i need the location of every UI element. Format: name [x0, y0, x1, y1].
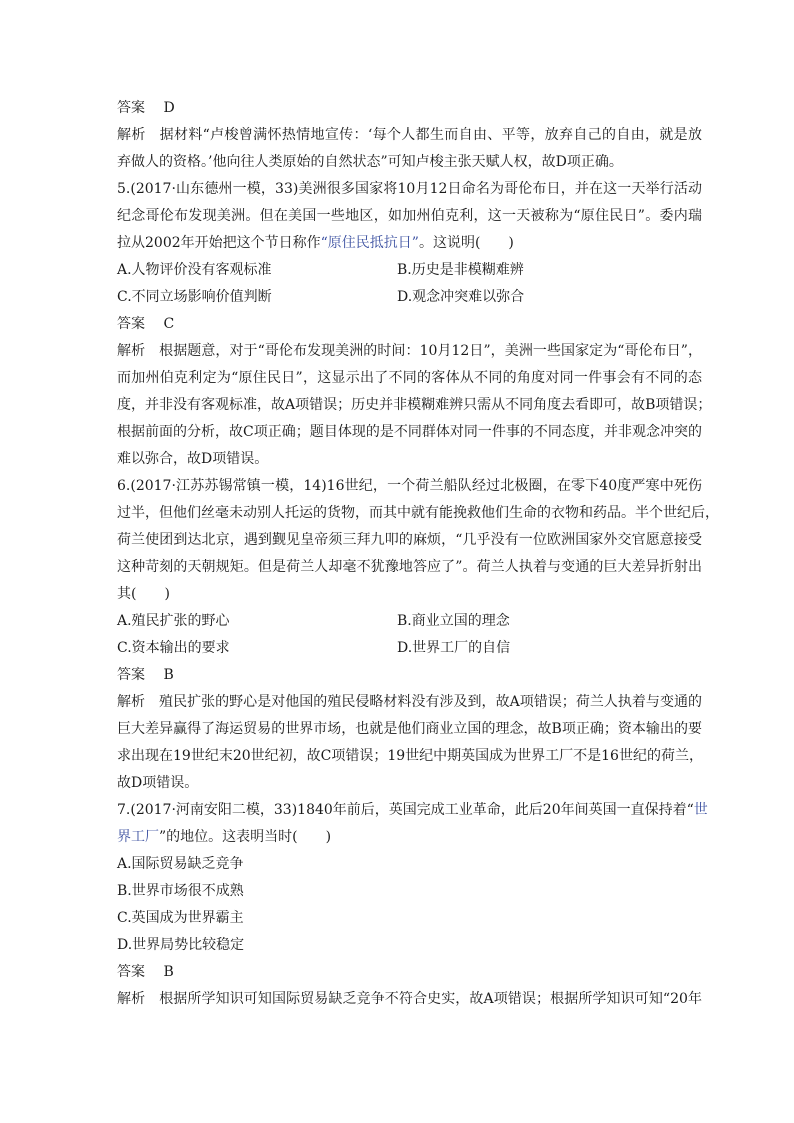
option-c: C.英国成为世界霸主 [117, 910, 244, 926]
option-b: B.世界市场很不成熟 [117, 883, 244, 899]
q7-analysis-line [117, 986, 702, 1013]
q5-options-row [117, 284, 702, 311]
q7-answer [117, 959, 702, 986]
answer-value: C [163, 316, 175, 332]
stem-text: 。这说明( ) [418, 235, 514, 251]
q6-analysis-line: 故D项错误。 [117, 775, 199, 791]
option-b: B.历史是非模糊难辨 [397, 262, 524, 278]
q5-options-row [117, 257, 702, 284]
q5-analysis-line: 而加州伯克利定为“原住民日”，这显示出了不同的客体从不同的角度对同一件事会有不同的态 [117, 370, 702, 386]
analysis-label: 解析 [117, 127, 146, 143]
stem-highlight: 界工厂 [117, 829, 159, 845]
stem-text: 7.(2017·河南安阳二模，33)1840年前后，英国完成工业革命，此后20年间英国一直保持着“ [117, 802, 694, 818]
q4-answer [117, 95, 702, 122]
q5-analysis-line [117, 338, 702, 365]
analysis-text: 殖民扩张的野心是对他国的殖民侵略材料没有涉及到，故A项错误；荷兰人执着与变通的 [159, 694, 703, 710]
q6-analysis-line: 巨大差异赢得了海运贸易的世界市场，也就是他们商业立国的理念，故B项正确；资本输出的要 [117, 721, 702, 737]
option-a: A.人物评价没有客观标准 [117, 262, 272, 278]
answer-label: 答案 [117, 316, 145, 332]
q5-answer [117, 311, 702, 338]
analysis-text: 根据题意，对于“哥伦布发现美洲的时间：10月12日”，美洲一些国家定为“哥伦布日”， [159, 343, 702, 359]
q6-stem-line: 过半，但他们丝毫未动别人托运的货物，而其中就有能挽救他们生命的衣物和药品。半个世纪后， [117, 505, 719, 521]
q5-analysis-line: 度，并非没有客观标准，故A项错误；历史并非模糊难辨只需从不同角度去看即可，故B项错误； [117, 397, 712, 413]
option-b: B.商业立国的理念 [397, 613, 510, 629]
stem-highlight: 世 [693, 802, 708, 818]
q6-answer [117, 662, 702, 689]
q5-stem-line: 5.(2017·山东德州一模，33)美洲很多国家将10月12日命名为哥伦布日，并在这一天举行活动 [117, 181, 702, 197]
q5-analysis-line: 根据前面的分析，故C项正确；题目体现的是不同群体对同一件事的不同态度，并非观念冲突的 [117, 424, 702, 440]
q6-analysis-line [117, 689, 702, 716]
q6-options-row [117, 608, 702, 635]
option-d: D.世界局势比较稳定 [117, 937, 245, 953]
q5-stem-line: 纪念哥伦布发现美洲。但在美国一些地区，如加州伯克利，这一天被称为“原住民日”。委内瑞 [117, 208, 702, 224]
answer-label: 答案 [117, 100, 145, 116]
answer-value: B [163, 964, 174, 980]
answer-value: D [163, 100, 175, 116]
stem-text: 拉从2002年开始把这个节日称作 [117, 235, 321, 251]
q5-stem-line [117, 230, 702, 257]
q4-analysis-line [117, 122, 702, 149]
analysis-text: 据材料“卢梭曾满怀热情地宣传：‘每个人都生而自由、平等，放弃自己的自由，就是放 [159, 127, 702, 143]
q6-stem-line: 其( ) [117, 586, 170, 602]
q4-analysis-line: 弃做人的资格。’他向往人类原始的自然状态”可知卢梭主张天赋人权，故D项正确。 [117, 154, 623, 170]
q7-stem-line [117, 797, 708, 824]
answer-label: 答案 [117, 964, 145, 980]
option-a: A.殖民扩张的野心 [117, 613, 230, 629]
analysis-label: 解析 [117, 343, 146, 359]
q6-stem-line: 荷兰使团到达北京，遇到觐见皇帝须三拜九叩的麻烦，“几乎没有一位欧洲国家外交官愿意接受 [117, 532, 702, 548]
option-c: C.资本输出的要求 [117, 640, 230, 656]
option-a: A.国际贸易缺乏竞争 [117, 856, 244, 872]
q7-stem-line [117, 824, 702, 851]
option-c: C.不同立场影响价值判断 [117, 289, 272, 305]
q5-analysis-line: 难以弥合，故D项错误。 [117, 451, 269, 467]
stem-text: ”的地位。这表明当时( ) [159, 829, 332, 845]
answer-label: 答案 [117, 667, 145, 683]
answer-value: B [163, 667, 174, 683]
analysis-text: 根据所学知识可知国际贸易缺乏竞争不符合史实，故A项错误；根据所学知识可知“20年 [159, 991, 702, 1007]
stem-highlight: “原住民抵抗日” [320, 235, 419, 251]
option-d: D.观念冲突难以弥合 [397, 289, 525, 305]
q6-options-row [117, 635, 702, 662]
document-page [117, 95, 719, 1013]
analysis-label: 解析 [117, 991, 146, 1007]
q6-stem-line: 这种苛刻的天朝规矩。但是荷兰人却毫不犹豫地答应了”。荷兰人执着与变通的巨大差异折射出 [117, 559, 702, 575]
q6-stem-line: 6.(2017·江苏苏锡常镇一模，14)16世纪，一个荷兰船队经过北极圈，在零下40度严寒中死伤 [117, 478, 702, 494]
analysis-label: 解析 [117, 694, 146, 710]
q6-analysis-line: 求出现在19世纪末20世纪初，故C项错误；19世纪中期英国成为世界工厂不是16世纪的荷兰， [117, 748, 703, 764]
option-d: D.世界工厂的自信 [397, 640, 511, 656]
